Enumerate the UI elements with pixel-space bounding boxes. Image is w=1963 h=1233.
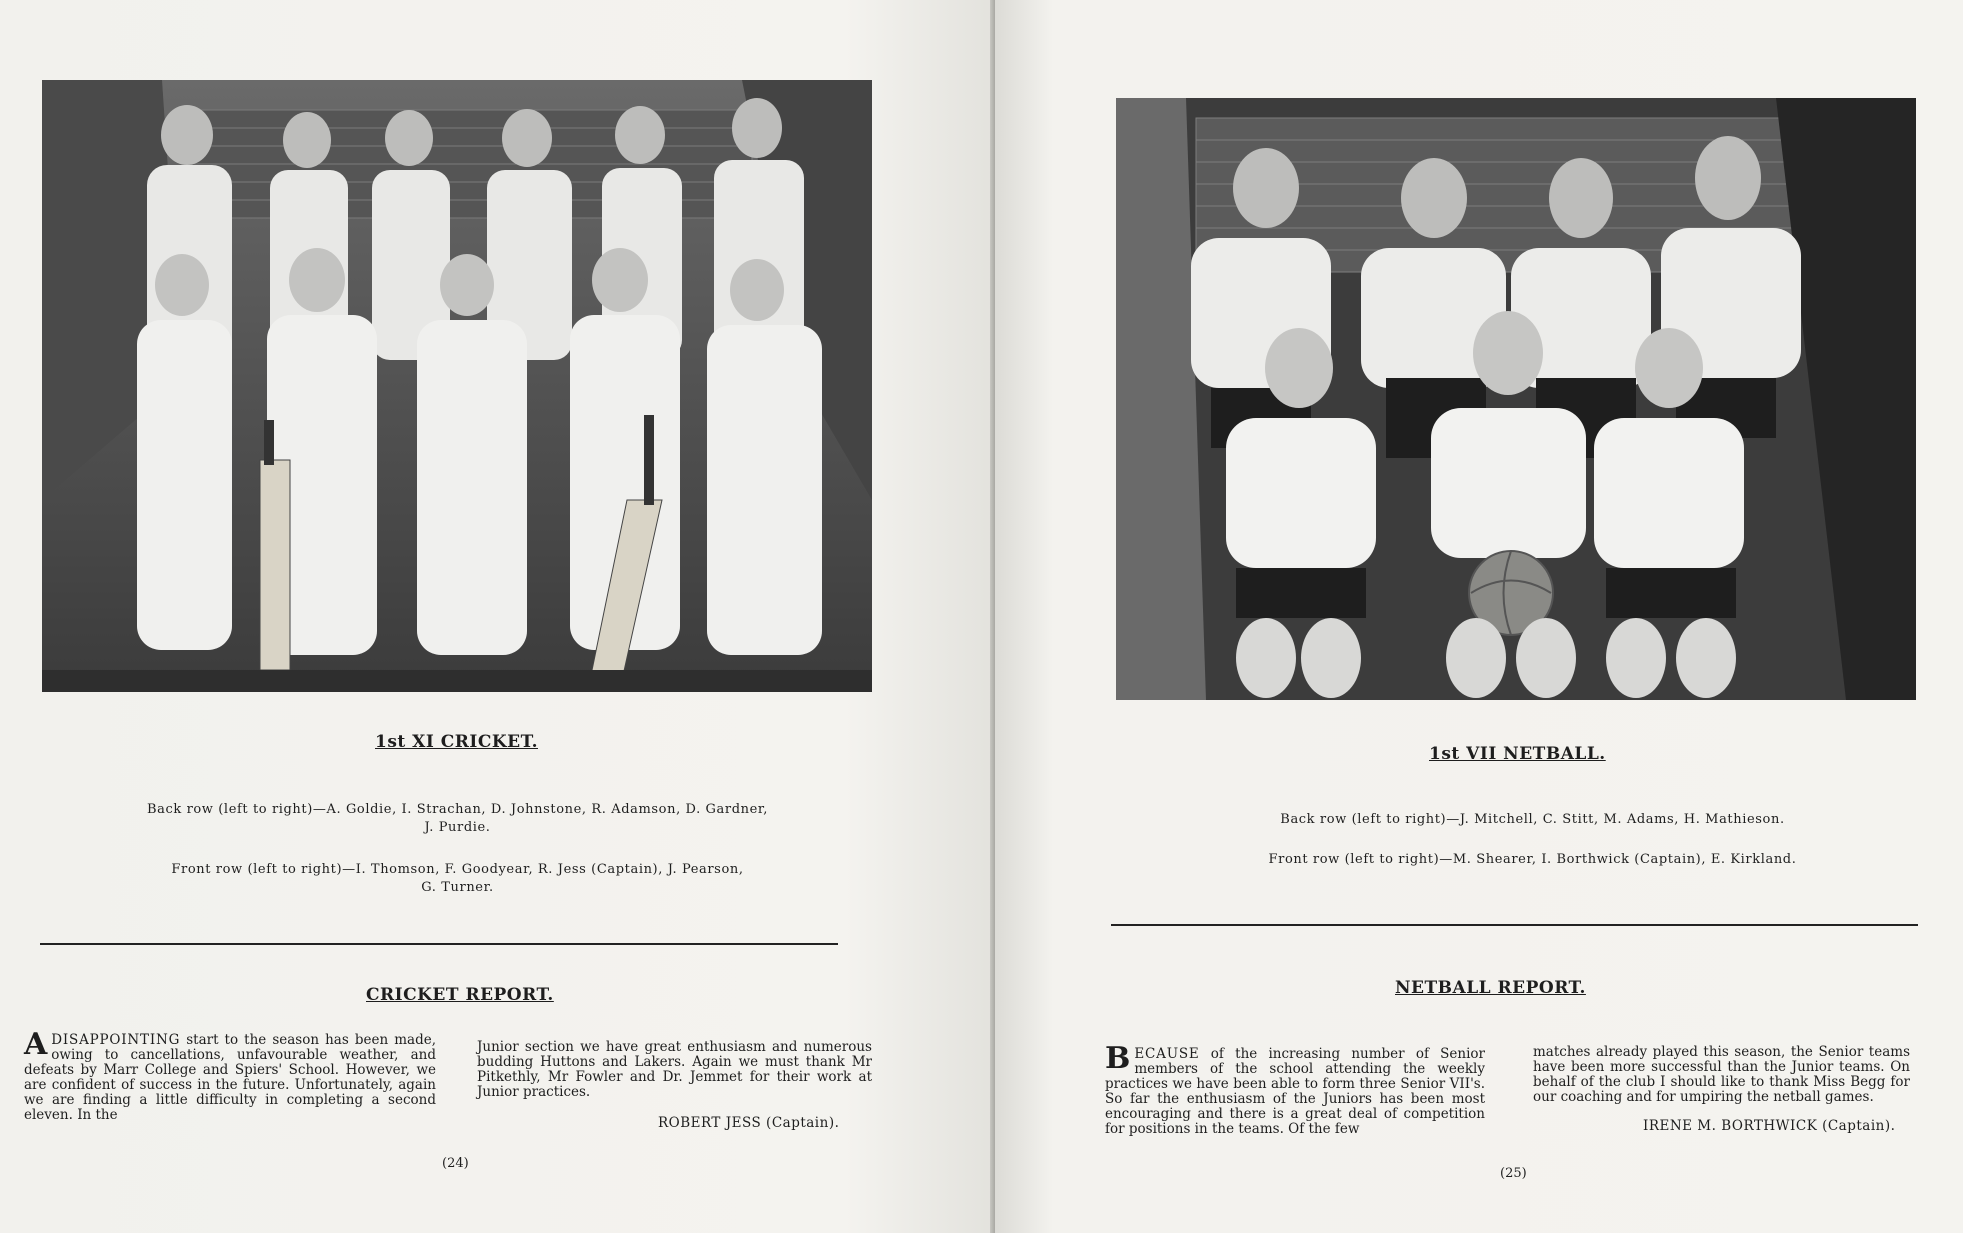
page-number-24: (24) bbox=[442, 1156, 469, 1171]
netball-caption-title: 1st VII NETBALL. bbox=[1429, 744, 1606, 764]
netball-lead-word: ECAUSE bbox=[1134, 1046, 1200, 1062]
cricket-team-photo bbox=[42, 80, 872, 692]
netball-drop-cap: B bbox=[1105, 1041, 1131, 1076]
netball-signature: IRENE M. BORTHWICK (Captain). bbox=[1643, 1118, 1896, 1134]
cricket-col1-text: start to the season has been made, owing to cancellations, unfavourable weather, and defeats by Marr College and Spiers' School. However, we are confident of success in the future. Unfortunately, again we are finding a little difficulty in completing a second eleven. In the bbox=[24, 1032, 436, 1123]
cricket-lead-word: DISAPPOINTING bbox=[51, 1032, 181, 1048]
netball-front-row: Front row (left to right)—M. Shearer, I. Borthwick (Captain), E. Kirkland. bbox=[1268, 852, 1797, 867]
cricket-back-row-line1: Back row (left to right)—A. Goldie, I. Strachan, D. Johnstone, R. Adamson, D. Gardner, bbox=[146, 802, 769, 817]
cricket-front-row-line2: G. Turner. bbox=[421, 880, 494, 895]
cricket-report-col1 bbox=[24, 1027, 436, 1123]
cricket-front-row-line1: Front row (left to right)—I. Thomson, F. Goodyear, R. Jess (Captain), J. Pearson, bbox=[171, 862, 744, 877]
cricket-report-col2: Junior section we have great enthusiasm and numerous budding Huttons and Lakers. Again we must thank Mr Pitkethly, Mr Fowler and Dr. Jemmet for their work at Junior practices. bbox=[477, 1039, 872, 1100]
netball-col1-text: of the increasing number of Senior members of the school attending the weekly practices we have been able to form three Senior VII's. So far the enthusiasm of the Juniors has been most encouraging and there is a great deal of competition for positions in the teams. Of the few bbox=[1105, 1046, 1485, 1137]
netball-report-col2: matches already played this season, the Senior teams have been more successful than the Junior teams. On behalf of the club I should like to thank Miss Begg for our coaching and for umpiring the netball games. bbox=[1533, 1044, 1910, 1105]
netball-back-row: Back row (left to right)—J. Mitchell, C. Stitt, M. Adams, H. Mathieson. bbox=[1280, 812, 1785, 827]
cricket-back-row-line2: J. Purdie. bbox=[424, 820, 491, 835]
cricket-drop-cap: A bbox=[24, 1027, 48, 1062]
page-25 bbox=[995, 0, 1963, 1233]
netball-report-title: NETBALL REPORT. bbox=[1395, 978, 1586, 998]
cricket-caption-title: 1st XI CRICKET. bbox=[375, 732, 538, 752]
netball-team-photo bbox=[1116, 98, 1916, 700]
netball-report-col1 bbox=[1105, 1041, 1485, 1137]
page-number-25: (25) bbox=[1500, 1166, 1527, 1181]
cricket-divider bbox=[40, 943, 838, 945]
netball-divider bbox=[1111, 924, 1918, 926]
cricket-report-title: CRICKET REPORT. bbox=[366, 985, 554, 1005]
cricket-signature: ROBERT JESS (Captain). bbox=[658, 1115, 840, 1131]
